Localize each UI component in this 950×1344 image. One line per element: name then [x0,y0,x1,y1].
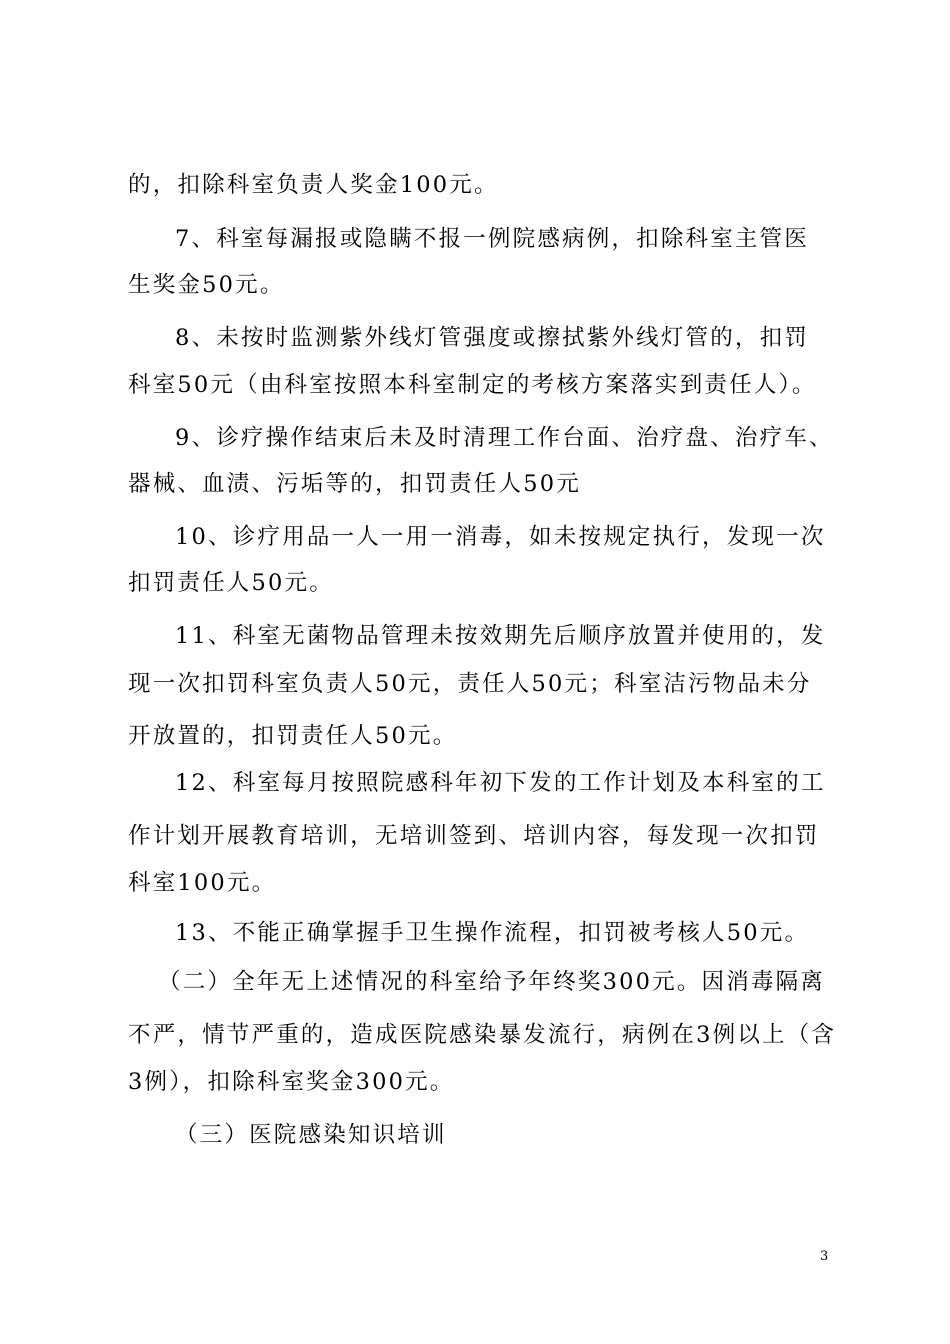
text-line: 科室50元（由科室按照本科室制定的考核方案落实到责任人）。 [128,372,817,398]
text-line: 11、科室无菌物品管理未按效期先后顺序放置并使用的，发 [175,623,826,649]
text-line: 10、诊疗用品一人一用一消毒，如未按规定执行，发现一次 [175,524,826,550]
text-line: 扣罚责任人50元。 [128,570,334,596]
text-line: 12、科室每月按照院感科年初下发的工作计划及本科室的工 [175,770,826,796]
text-line: 生奖金50元。 [128,272,285,298]
text-line: 科室100元。 [128,870,277,896]
text-line: 不严，情节严重的，造成医院感染暴发流行，病例在3例以上（含 [128,1022,837,1048]
text-line: 7、科室每漏报或隐瞒不报一例院感病例，扣除科室主管医 [175,226,810,252]
section-heading: （三）医院感染知识培训 [175,1122,447,1148]
text-line: 作计划开展教育培训，无培训签到、培训内容，每发现一次扣罚 [128,823,820,849]
text-line: 3例），扣除科室奖金300元。 [128,1069,455,1095]
text-line: 的，扣除科室负责人奖金100元。 [128,172,499,198]
text-line: 开放置的，扣罚责任人50元。 [128,723,458,749]
text-line: 13、不能正确掌握手卫生操作流程，扣罚被考核人50元。 [175,920,810,946]
page-number: 3 [820,1249,829,1264]
text-line: 8、未按时监测紫外线灯管强度或擦拭紫外线灯管的，扣罚 [175,325,810,351]
text-line: （二）全年无上述情况的科室给予年终奖300元。因消毒隔离 [158,969,826,995]
text-line: 9、诊疗操作结束后未及时清理工作台面、治疗盘、治疗车、 [175,425,834,451]
text-line: 现一次扣罚科室负责人50元，责任人50元；科室洁污物品未分 [128,671,812,697]
text-line: 器械、血渍、污垢等的，扣罚责任人50元 [128,471,581,497]
